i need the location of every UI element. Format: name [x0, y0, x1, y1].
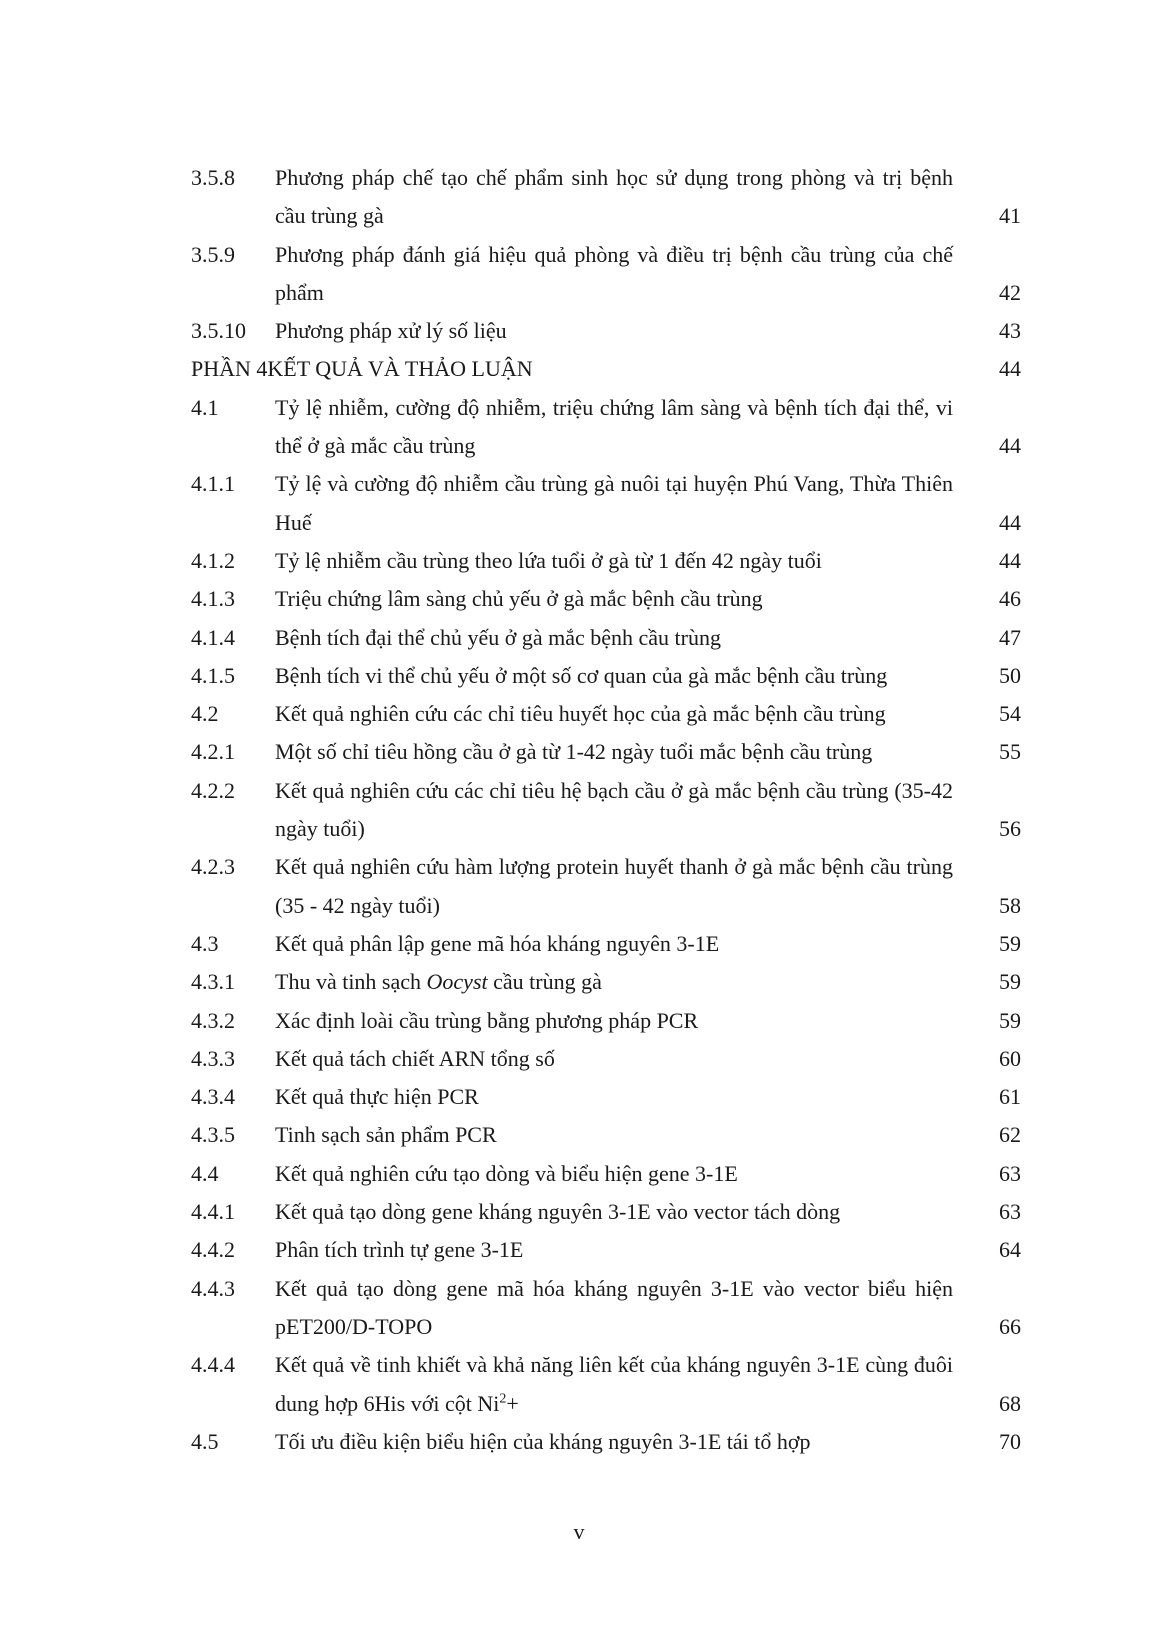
toc-number: 4.3.5 — [191, 1122, 235, 1148]
toc-title: Triệu chứng lâm sàng chủ yếu ở gà mắc bệnh cầu trùng — [275, 586, 763, 612]
toc-page: 58 — [999, 892, 1021, 918]
toc-number: 4.2.2 — [191, 777, 235, 803]
toc-number: 4.2.1 — [191, 739, 235, 765]
toc-page: 41 — [999, 203, 1021, 229]
toc-number: 3.5.9 — [191, 241, 235, 267]
toc-title: Xác định loài cầu trùng bằng phương pháp PCR — [275, 1007, 699, 1033]
toc-entry-3-5-8 — [191, 159, 1021, 236]
toc-title-part: cầu trùng gà — [487, 969, 602, 995]
toc-page: 44 — [999, 547, 1021, 573]
toc-number: 4.1 — [191, 394, 219, 420]
toc-title: Kết quả tạo dòng gene kháng nguyên 3-1E vào vector tách dòng — [275, 1199, 841, 1225]
toc-page: 63 — [999, 1160, 1021, 1186]
toc-number: 4.1.2 — [191, 547, 235, 573]
toc-title: Tối ưu điều kiện biểu hiện của kháng nguyên 3-1E tái tổ hợp — [275, 1428, 811, 1454]
toc-page: 50 — [999, 662, 1021, 688]
toc-page: 44 — [999, 356, 1021, 382]
toc-number: 4.1.3 — [191, 586, 235, 612]
toc-number: 4.4.4 — [191, 1352, 235, 1378]
page-number: v — [573, 1519, 585, 1544]
toc-entry-4-5 — [191, 1423, 1021, 1461]
toc-entry-4-2 — [191, 695, 1021, 733]
toc-page: 55 — [999, 739, 1021, 765]
toc-entry-4-3-3 — [191, 1040, 1021, 1078]
toc-page: 60 — [999, 1045, 1021, 1071]
toc-title: Bệnh tích đại thể chủ yếu ở gà mắc bệnh cầu trùng — [275, 624, 721, 650]
table-of-contents — [191, 159, 1021, 1461]
toc-title: Kết quả phân lập gene mã hóa kháng nguyên 3-1E — [275, 930, 720, 956]
toc-number: 4.3 — [191, 930, 219, 956]
toc-number: 4.3.4 — [191, 1084, 235, 1110]
toc-page: 46 — [999, 586, 1021, 612]
toc-entry-4-4-2 — [191, 1231, 1021, 1269]
toc-title: Phương pháp xử lý số liệu — [275, 318, 507, 344]
toc-number: 4.3.1 — [191, 969, 235, 995]
toc-title-italic: Oocyst — [426, 969, 488, 995]
toc-title: Phân tích trình tự gene 3-1E — [275, 1237, 524, 1263]
toc-entry-4-1-3 — [191, 580, 1021, 618]
toc-number: 3.5.10 — [191, 318, 246, 344]
toc-number: 4.3.3 — [191, 1045, 235, 1071]
toc-entry-4-2-3 — [191, 848, 1021, 925]
toc-page: 64 — [999, 1237, 1021, 1263]
toc-title: Kết quả nghiên cứu các chỉ tiêu huyết học của gà mắc bệnh cầu trùng — [275, 701, 886, 727]
toc-title: Tinh sạch sản phẩm PCR — [275, 1122, 497, 1148]
toc-page: 44 — [999, 433, 1021, 459]
toc-number: 4.4 — [191, 1160, 219, 1186]
toc-page: 44 — [999, 509, 1021, 535]
toc-number: 4.1.4 — [191, 624, 235, 650]
toc-entry-3-5-9 — [191, 236, 1021, 313]
toc-page: 66 — [999, 1313, 1021, 1339]
toc-title: Kết quả tạo dòng gene mã hóa kháng nguyên 3-1E vào vector biểu hiện pET200/D-TOPO — [275, 1275, 953, 1339]
toc-number: 3.5.8 — [191, 165, 235, 190]
toc-title: Phương pháp chế tạo chế phẩm sinh học sử dụng trong phòng và trị bệnh cầu trùng gà — [275, 165, 953, 229]
toc-entry-4-1-1 — [191, 465, 1021, 542]
toc-page: 59 — [999, 930, 1021, 956]
toc-title-part: Thu và tinh sạch — [275, 969, 427, 995]
toc-page: 63 — [999, 1199, 1021, 1225]
toc-page: 62 — [999, 1122, 1021, 1148]
toc-entry-4-1-4 — [191, 619, 1021, 657]
toc-entry-4-4-1 — [191, 1193, 1021, 1231]
toc-title: Bệnh tích vi thể chủ yếu ở một số cơ quan của gà mắc bệnh cầu trùng — [275, 662, 888, 688]
toc-page: 56 — [999, 816, 1021, 842]
toc-page: 43 — [999, 318, 1021, 344]
toc-number: PHẦN 4 — [191, 356, 268, 382]
toc-page: 59 — [999, 969, 1021, 995]
toc-entry-4-3-5 — [191, 1116, 1021, 1154]
toc-title: Phương pháp đánh giá hiệu quả phòng và điều trị bệnh cầu trùng của chế phẩm — [275, 241, 953, 305]
toc-title-part: Kết quả về tinh khiết và khả năng liên kết của kháng nguyên 3-1E cùng đuôi dung hợp 6His với cột Ni — [275, 1352, 953, 1416]
toc-number: 4.5 — [191, 1428, 219, 1454]
toc-title: Kết quả thực hiện PCR — [275, 1084, 479, 1110]
toc-number: 4.1.5 — [191, 662, 235, 688]
toc-page: 70 — [999, 1428, 1021, 1454]
toc-title — [275, 1346, 981, 1423]
toc-page: 59 — [999, 1007, 1021, 1033]
toc-entry-3-5-10 — [191, 312, 1021, 350]
toc-entry-4-4-3 — [191, 1270, 1021, 1347]
toc-entry-part-4 — [191, 350, 1021, 388]
toc-entry-4-2-2 — [191, 772, 1021, 849]
toc-entry-4-3-2 — [191, 1002, 1021, 1040]
toc-title: Kết quả nghiên cứu hàm lượng protein huyết thanh ở gà mắc bệnh cầu trùng (35 - 42 ngày tuổi) — [275, 854, 953, 918]
toc-title: Tỷ lệ nhiễm, cường độ nhiễm, triệu chứng lâm sàng và bệnh tích đại thể, vi thể ở gà mắc cầu trùng — [275, 394, 953, 459]
toc-entry-4-4-4 — [191, 1346, 1021, 1423]
toc-entry-4-3-4 — [191, 1078, 1021, 1116]
toc-number: 4.4.2 — [191, 1237, 235, 1263]
toc-page: 54 — [999, 701, 1021, 727]
toc-title: Kết quả nghiên cứu tạo dòng và biểu hiện gene 3-1E — [275, 1160, 738, 1186]
toc-title: Một số chỉ tiêu hồng cầu ở gà từ 1-42 ngày tuổi mắc bệnh cầu trùng — [275, 739, 873, 765]
toc-title: Kết quả nghiên cứu các chỉ tiêu hệ bạch cầu ở gà mắc bệnh cầu trùng (35-42 ngày tuổi) — [275, 777, 953, 842]
toc-page: 68 — [999, 1390, 1021, 1416]
toc-entry-4-1 — [191, 389, 1021, 466]
toc-title: Kết quả tách chiết ARN tổng số — [275, 1045, 555, 1071]
toc-title: KẾT QUẢ VÀ THẢO LUẬN — [267, 356, 533, 382]
toc-number: 4.1.1 — [191, 471, 235, 497]
toc-number: 4.3.2 — [191, 1007, 235, 1033]
toc-title: Tỷ lệ và cường độ nhiễm cầu trùng gà nuôi tại huyện Phú Vang, Thừa Thiên Huế — [275, 471, 953, 535]
toc-title-superscript: 2 — [499, 1391, 507, 1407]
toc-entry-4-3-1 — [191, 963, 1021, 1001]
toc-entry-4-4 — [191, 1155, 1021, 1193]
toc-entry-4-1-5 — [191, 657, 1021, 695]
toc-title: Tỷ lệ nhiễm cầu trùng theo lứa tuổi ở gà từ 1 đến 42 ngày tuổi — [275, 547, 822, 573]
toc-title-part: + — [506, 1390, 519, 1416]
toc-entry-4-1-2 — [191, 542, 1021, 580]
toc-page: 42 — [999, 279, 1021, 305]
toc-page: 47 — [999, 624, 1021, 650]
toc-title — [275, 963, 981, 1001]
toc-entry-4-2-1 — [191, 733, 1021, 771]
toc-number: 4.2.3 — [191, 854, 235, 880]
toc-number: 4.4.3 — [191, 1275, 235, 1301]
toc-entry-4-3 — [191, 925, 1021, 963]
toc-number: 4.2 — [191, 701, 219, 727]
toc-page: 61 — [999, 1084, 1021, 1110]
toc-number: 4.4.1 — [191, 1199, 235, 1225]
